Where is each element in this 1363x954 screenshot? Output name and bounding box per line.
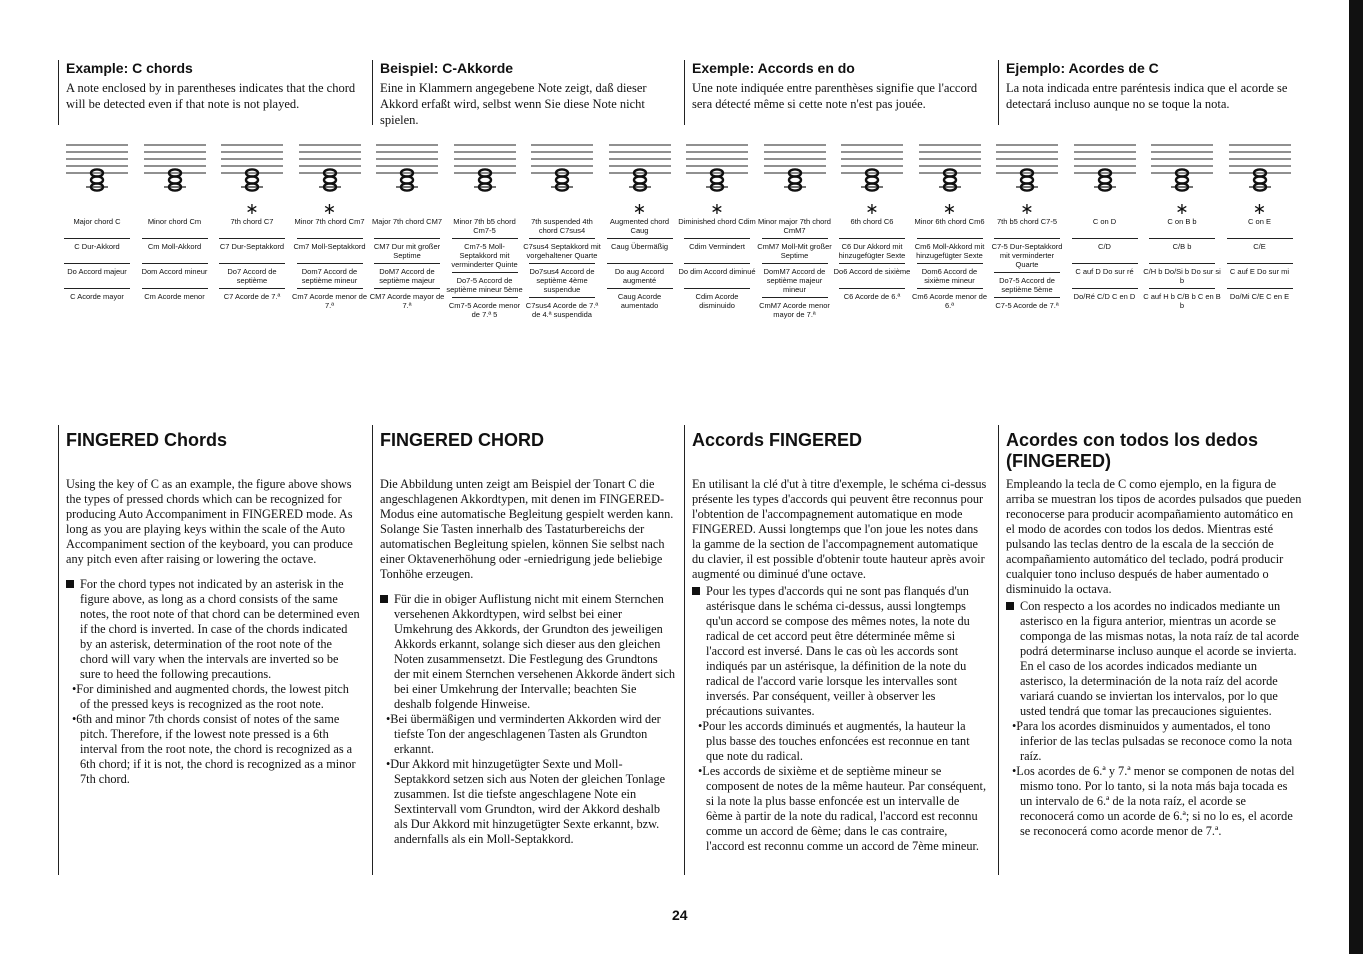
chord-label-de: Cm7-5 Moll-Septakkord mit verminderter Quinte [451,242,518,269]
chord-column [136,135,214,310]
asterisk-icon: ∗ [942,201,957,218]
asterisk-icon: ∗ [1252,201,1267,218]
chord-label-fr: Dom6 Accord de sixième mineur [921,267,978,285]
chord-label-es: CM7 Acorde mayor de 7.ª [369,292,445,310]
section-sub-item: •Para los acordes disminuidos y aumentados, el tono inferior de las teclas pulsadas se reconoce como la nota raíz. [1012,719,1293,763]
example-fr [692,60,988,112]
chord-labels [136,217,214,310]
chord-column [911,135,989,310]
asterisk-icon [136,203,214,217]
asterisk-icon: ∗ [245,201,259,218]
chord-label-de: C/B b [1172,242,1192,251]
label-separator [219,288,285,289]
asterisk-icon [1066,203,1144,217]
chord-figure [58,135,1298,375]
staff-notation-icon [1072,135,1138,203]
label-separator [994,272,1060,273]
column-rule [684,425,685,875]
label-separator [839,238,905,239]
staff-notation-icon [529,135,595,203]
example-text: A note enclosed by in parentheses indicates that the chord will be detected even if that note is not played. [66,81,356,111]
chord-label-fr: Do7-5 Accord de septième mineur 5ème [446,276,523,294]
chord-labels [756,217,834,319]
label-separator [64,238,130,239]
section-bullet: Con respecto a los acordes no indicados mediante un asterisco en la figura anterior, mientras un acorde se componga de las mismas notas, la nota raíz de tal acorde podrá determinarse incluso aunque el acorde se invierta. En el caso de los acordes indicados mediante un asterisco, la determinación de la nota raíz del acorde variará cuando se inviertan los intervalos, por lo que usted tendrá que tomar las precauciones siguientes. [1006,599,1302,719]
label-separator [684,263,750,264]
label-separator [839,288,905,289]
column-rule [58,425,59,875]
label-separator [64,288,130,289]
chord-label-fr: Do7sus4 Accord de septième 4ème suspendue [529,267,595,294]
staff-notation-icon [64,135,130,203]
chord-labels [291,217,369,310]
chord-label-es: Cm Acorde menor [144,292,205,301]
staff-notation-icon [839,135,905,203]
chord-labels [58,217,136,310]
example-es [1006,60,1302,112]
label-separator [607,238,673,239]
staff-notation-icon [1149,135,1215,203]
chord-label-es: Cm7 Acorde menor de 7.ª [291,292,368,310]
asterisk-icon: ∗ [1175,201,1189,218]
chord-label-en: Major 7th chord CM7 [371,217,443,226]
label-separator [1149,263,1215,264]
chord-column [988,135,1066,319]
chord-label-es: C auf H b C/B b C en B b [1143,292,1221,310]
section-title: Accords FINGERED [692,430,863,450]
label-separator [762,297,828,298]
section-sub-item: •Pour les accords diminués et augmentés, la hauteur la plus basse des touches enfoncées est reconnue en tant que note du radical. [698,719,970,763]
staff-notation-icon [219,135,285,203]
example-en [66,60,362,112]
chord-label-fr: Do7-5 Accord de septième 5ème [999,276,1055,294]
chord-label-de: C7 Dur-Septakkord [219,242,285,251]
staff-notation-icon [607,135,673,203]
label-separator [452,238,518,239]
asterisk-icon [446,203,524,217]
label-separator [452,272,518,273]
chord-label-es: C6 Acorde de 6.ª [843,292,901,301]
example-title: Example: C chords [66,60,193,76]
label-separator [142,288,208,289]
chord-column [601,135,679,310]
chord-label-de: C6 Dur Akkord mit hinzugefügter Sexte [838,242,906,260]
section-intro: En utilisant la clé d'ut à titre d'exemple, le schéma ci-dessus présente les types d'accords qui peuvent être reconnus pour l'obtention de l'accompagnement automatique en mode FINGERED. Aussi longtemps que l'on joue les notes dans la gamme de la section de l'accompagnement automatique du clavier, il est possible d'obtenir toute hauteur après avoir augmenté ou diminué d'une octave. [692,477,987,581]
chord-label-de: Cm7 Moll-Septakkord [293,242,366,251]
label-separator [1072,238,1138,239]
bullet-square-icon [66,580,74,588]
section-sub-item: •Dur Akkord mit hinzugetügter Sexte und Moll-Septakkord setzen sich aus Noten der gleichen Tonlage zusammen. Ist die tiefste angeschlagene Note ein Sextintervall vom Grundton, wird der Akkord deshalb als Dur Akkord mit hinzugetügter Sexte erkannt, bzw. andernfalls als ein Moll-Septakkord. [386,757,666,846]
chord-label-en: Minor 7th chord Cm7 [294,217,365,226]
bullet-square-icon [1006,602,1014,610]
section-bullet: Pour les types d'accords qui ne sont pas flanqués d'un astérisque dans le schéma ci-dessus, aussi longtemps qu'un accord se compose des mêmes notes, la note du radical de cet accord peut être déterminée même si l'accord est inversé. Dans le cas où les accords sont indiqués par un astérisque, la définition de la note du radical de l'accord varie lorsque les intervalles sont inversés. Par conséquent, veiller à observer les précautions suivantes. [692,584,988,719]
bullet-square-icon [692,587,700,595]
label-separator [374,288,440,289]
section-intro: Die Abbildung unten zeigt am Beispiel der Tonart C die angeschlagenen Akkordtypen, mit denen im FINGERED-Modus eine automatische Begleitung gespielt werden kann. Solange Sie Tasten innerhalb des Tastaturbereichs der automatischen Begleitung spielen, können Sie selbst nach einer Oktavenerhöhung oder -erniedrigung jede beliebige Tonhöhe erzeugen. [380,477,674,581]
example-title: Ejemplo: Acordes de C [1006,60,1159,76]
chord-column [1066,135,1144,310]
label-separator [64,263,130,264]
chord-label-fr: C auf D Do sur ré [1075,267,1134,276]
section-bullet: Für die in obiger Auflistung nicht mit einem Sternchen versehenen Akkordtypen, wird selbst bei einer Umkehrung des Akkords, der Grundton des jeweiligen Akkords erkannt, solange sich dieser aus den gleichen Noten zusammensetzt. Die Festlegung des Grundtons der mit einem Sternchen versehenen Akkorde ändert sich bei einer Umkehrung der Intervalle; beachten Sie deshalb folgende Hinweise. [380,592,676,712]
column-rule [58,60,59,125]
label-separator [374,238,440,239]
chord-label-fr: Do dim Accord diminué [678,267,756,276]
chord-label-es: C Acorde mayor [70,292,124,301]
asterisk-icon [58,203,136,217]
chord-label-en: Augmented chord Caug [609,217,670,235]
chord-column [1221,135,1299,310]
chord-label-en: C on B b [1167,217,1197,226]
chord-label-es: Caug Acorde aumentado [617,292,662,310]
chord-label-de: CM7 Dur mit großer Septime [373,242,441,260]
chord-labels [1143,217,1221,310]
example-title: Beispiel: C-Akkorde [380,60,514,76]
chord-labels [601,217,679,310]
chord-label-fr: DoM7 Accord de septième majeur [379,267,435,285]
label-separator [142,238,208,239]
staff-notation-icon [994,135,1060,203]
chord-label-de: Cm6 Moll-Akkord mit hinzugefügter Sexte [914,242,985,260]
section-de [380,430,676,847]
staff-notation-icon [917,135,983,203]
chord-label-fr: Do aug Accord augmenté [614,267,665,285]
example-text: La nota indicada entre paréntesis indica que el acorde se detectará incluso aunque no se toque la nota. [1006,81,1288,111]
label-separator [1149,238,1215,239]
chord-label-es: Cm7-5 Acorde menor de 7.ª 5 [448,301,521,319]
chord-label-fr: C/H b Do/Si b Do sur si b [1143,267,1221,285]
chord-label-de: Cdim Vermindert [689,242,745,251]
page-edge-bar [1349,0,1363,954]
example-de [380,60,676,128]
chord-label-en: Minor 6th chord Cm6 [914,217,985,226]
chord-label-de: C/E [1253,242,1266,251]
chord-label-es: Do/Ré C/D C en D [1073,292,1136,301]
label-separator [297,263,363,264]
chord-label-de: Caug Übermäßig [610,242,669,251]
chord-label-en: C on D [1092,217,1117,226]
label-separator [219,238,285,239]
section-title: Acordes con todos los dedos (FINGERED) [1006,430,1259,471]
chord-column [368,135,446,310]
example-title: Exemple: Accords en do [692,60,855,76]
staff-notation-icon [374,135,440,203]
section-title: FINGERED Chords [66,430,228,450]
label-separator [994,297,1060,298]
chord-label-en: 7th suspended 4th chord C7sus4 [531,217,593,235]
label-separator [297,288,363,289]
chord-label-fr: Do7 Accord de septième [227,267,277,285]
column-rule [998,425,999,875]
chord-label-en: Major chord C [73,217,121,226]
asterisk-icon: ∗ [1020,201,1034,218]
page-number: 24 [672,907,688,923]
section-intro: Using the key of C as an example, the figure above shows the types of pressed chords which can be recognized for producing Auto Accompaniment in FINGERED mode. As long as you are playing keys within the scale of the Auto Accompaniment section of the keyboard, you can produce any pitch even after raising or lowering the octave. [66,477,353,566]
chord-labels [368,217,446,310]
chord-labels [523,217,601,319]
asterisk-icon [523,203,601,217]
chord-label-fr: Do6 Accord de sixième [833,267,911,276]
chord-column [291,135,369,310]
label-separator [917,238,983,239]
chord-label-de: C/D [1098,242,1111,251]
asterisk-icon: ∗ [632,201,647,218]
label-separator [529,263,595,264]
label-separator [1072,288,1138,289]
chord-label-de: C7-5 Dur-Septakkord mit verminderter Quarte [991,242,1063,269]
label-separator [762,263,828,264]
chord-labels [911,217,989,310]
chord-column [678,135,756,310]
chord-label-de: Cm Moll-Akkord [147,242,202,251]
chord-labels [1221,217,1299,310]
staff-notation-icon [452,135,518,203]
section-es [1006,430,1302,839]
column-rule [998,60,999,125]
chord-label-es: CmM7 Acorde menor mayor de 7.ª [759,301,830,319]
section-intro: Empleando la tecla de C como ejemplo, en la figura de arriba se muestran los tipos de acordes pulsados que pueden reconocerse para producir acompañamiento automático en el modo de acordes con todos los dedos. Mientras esté pulsando las teclas dentro de la escala de la sección de acompañamiento automático del teclado, podrá producir cualquier tono incluso después de haber aumentado o disminuido la octava. [1006,477,1302,596]
chord-column [1143,135,1221,310]
chord-label-de: C Dur-Akkord [74,242,120,251]
section-fr [692,430,988,854]
column-rule [684,60,685,125]
example-text: Eine in Klammern angegebene Note zeigt, daß dieser Akkord erfaßt wird, selbst wenn Sie diese Note nicht spielen. [380,81,647,127]
chord-label-fr: DomM7 Accord de septième majeur mineur [763,267,826,294]
asterisk-icon: ∗ [322,201,337,218]
chord-column [446,135,524,319]
asterisk-icon [756,203,834,217]
example-text: Une note indiquée entre parenthèses signifie que l'accord sera détecté même si cette note n'est pas jouée. [692,81,978,111]
label-separator [762,238,828,239]
chord-label-en: Minor 7th b5 chord Cm7-5 [453,217,516,235]
label-separator [297,238,363,239]
section-sub-item: •Los acordes de 6.ª y 7.ª menor se componen de notas del mismo tono. Por lo tanto, si la nota más baja tocada es un intervalo de 6.ª de la nota raíz, el acorde se reconocerá como un acorde de 6.ª; si no lo es, el acorde se reconocerá como acorde menor de 7.ª. [1012,764,1295,838]
chord-column [213,135,291,310]
chord-label-en: Diminished chord Cdim [678,217,756,226]
label-separator [529,297,595,298]
chord-column [756,135,834,319]
chord-labels [678,217,756,310]
chord-label-en: Minor chord Cm [147,217,202,226]
column-rule [372,60,373,125]
staff-notation-icon [1227,135,1293,203]
label-separator [1227,288,1293,289]
label-separator [839,263,905,264]
section-sub-item: •6th and minor 7th chords consist of notes of the same pitch. Therefore, if the lowest note pressed is a 6th interval from the root note, the chord is recognized as a 6th chord; if it is not, the chord is recognized as a minor 7th chord. [72,712,356,786]
chord-label-en: 7th chord C7 [230,217,274,226]
chord-labels [833,217,911,310]
chord-label-fr: Dom Accord mineur [141,267,208,276]
chord-labels [446,217,524,319]
staff-notation-icon [297,135,363,203]
chord-column [58,135,136,310]
staff-notation-icon [142,135,208,203]
label-separator [529,238,595,239]
label-separator [684,238,750,239]
staff-notation-icon [762,135,828,203]
chord-labels [988,217,1066,319]
label-separator [219,263,285,264]
staff-notation-icon [684,135,750,203]
chord-label-es: Cdim Acorde disminuido [695,292,739,310]
label-separator [1227,263,1293,264]
section-bullet: For the chord types not indicated by an asterisk in the figure above, as long as a chord consists of the same notes, the root note of that chord can be determined even if the chord is inverted. In case of the chords indicated by an asterisk, determination of the root note of the chord will vary when the intervals are inverted so be sure to heed the following precautions. [66,577,362,682]
chord-label-es: Do/Mi C/E C en E [1229,292,1290,301]
section-en [66,430,362,787]
label-separator [1149,288,1215,289]
asterisk-icon: ∗ [710,201,724,218]
label-separator [374,263,440,264]
section-sub-item: •Bei übermäßigen und verminderten Akkorden wird der tiefste Ton der angeschlagenen Tasten als Grundton erkannt. [386,712,661,756]
chord-column [523,135,601,319]
asterisk-icon: ∗ [865,201,879,218]
label-separator [607,288,673,289]
chord-label-es: C7 Acorde de 7.ª [223,292,281,301]
chord-label-fr: Do Accord majeur [67,267,127,276]
chord-label-es: C7-5 Acorde de 7.ª [995,301,1059,310]
chord-label-en: Minor major 7th chord CmM7 [758,217,831,235]
label-separator [684,288,750,289]
section-title: FINGERED CHORD [380,430,545,450]
bullet-square-icon [380,595,388,603]
chord-label-en: 7th b5 chord C7-5 [996,217,1058,226]
column-rule [372,425,373,875]
label-separator [917,263,983,264]
chord-label-es: Cm6 Acorde menor de 6.ª [911,292,988,310]
label-separator [452,297,518,298]
asterisk-icon [368,203,446,217]
chord-label-es: C7sus4 Acorde de 7.ª de 4.ª suspendida [525,301,599,319]
section-sub-item: •Les accords de sixième et de septième mineur se composent de notes de la même hauteur. Par conséquent, si la note la plus basse enfoncée est un intervalle de 6ème à partir de la note du radical, l'accord est reconnu comme un accord de 6ème; dans le cas contraire, l'accord est reconnu comme un accord de 7ème mineur. [698,764,987,853]
chord-label-fr: C auf E Do sur mi [1229,267,1290,276]
label-separator [607,263,673,264]
chord-label-en: C on E [1248,217,1271,226]
label-separator [1227,238,1293,239]
chord-labels [213,217,291,310]
label-separator [142,263,208,264]
label-separator [917,288,983,289]
chord-label-en: 6th chord C6 [850,217,894,226]
chord-labels [1066,217,1144,310]
section-sub-item: •For diminished and augmented chords, the lowest pitch of the pressed keys is recognized as the root note. [72,682,349,711]
chord-label-de: CmM7 Moll-Mit großer Septime [757,242,832,260]
chord-column [833,135,911,310]
chord-label-de: C7sus4 Septakkord mit vorgehaltener Quarte [523,242,601,260]
label-separator [994,238,1060,239]
label-separator [1072,263,1138,264]
chord-label-fr: Dom7 Accord de septième mineur [301,267,358,285]
